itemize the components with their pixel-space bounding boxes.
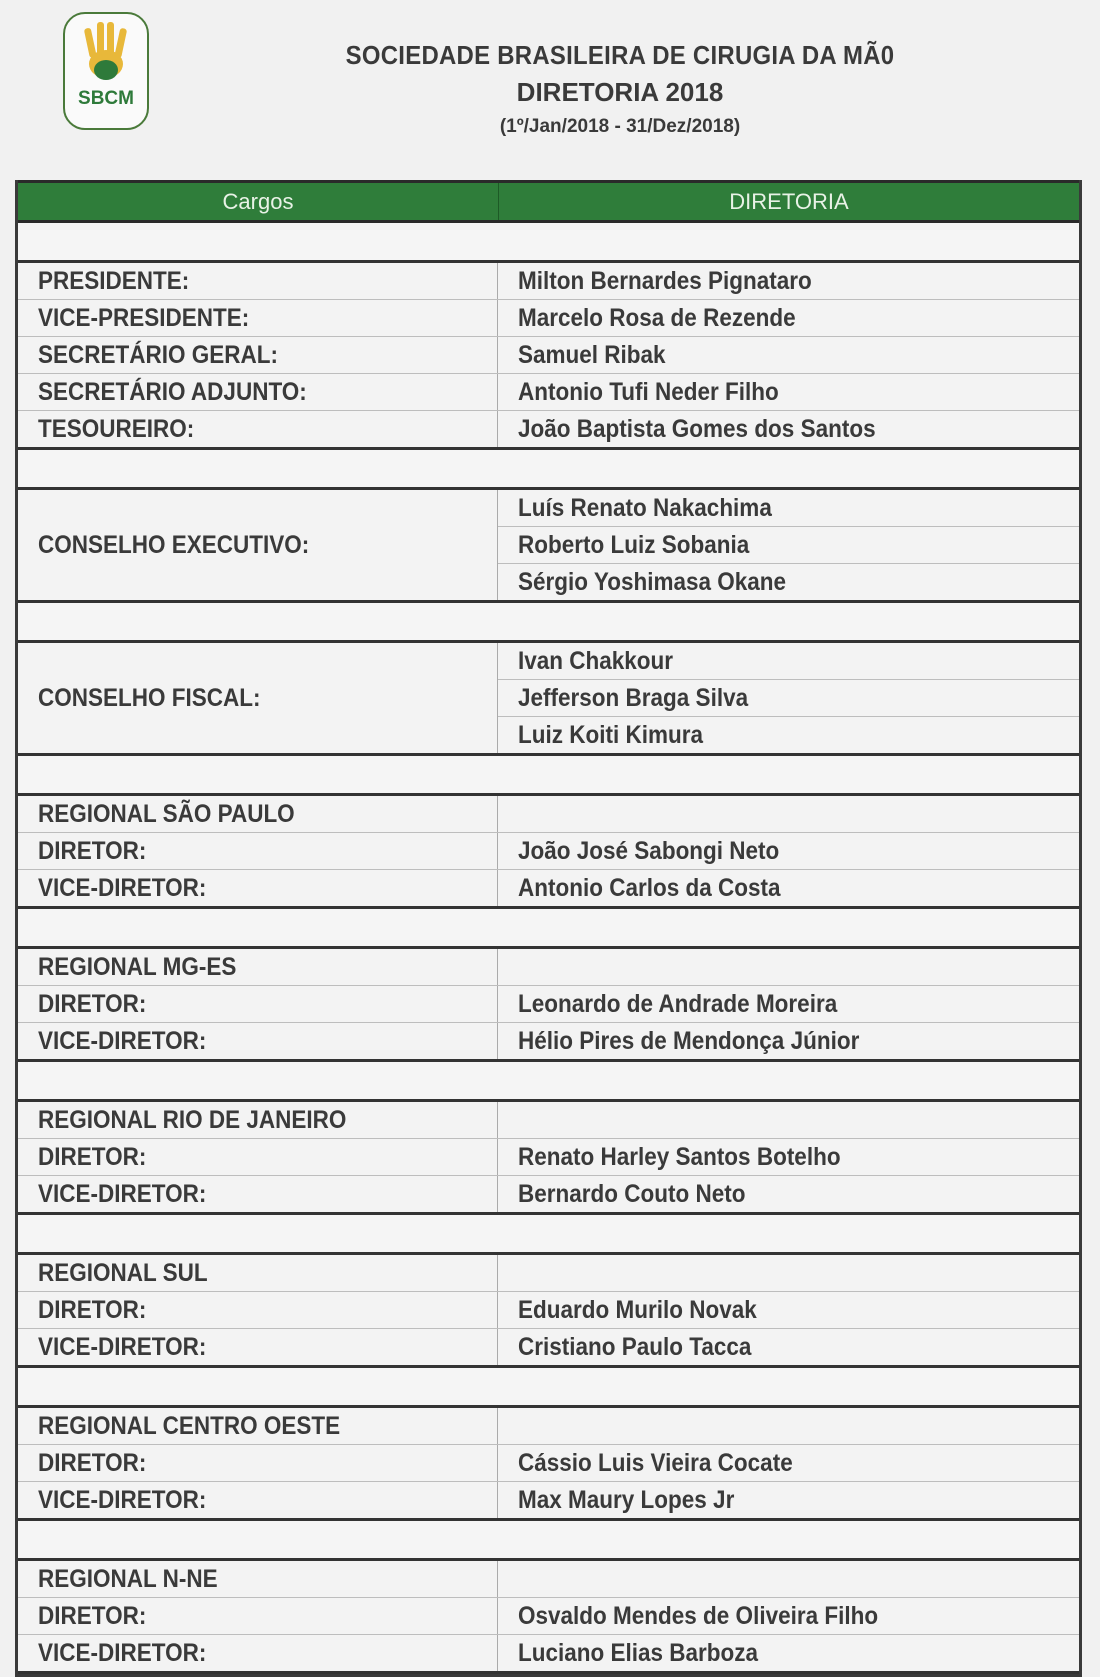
role-label: DIRETOR: [38,1295,147,1324]
role-label: VICE-DIRETOR: [38,1638,207,1667]
role-cell [18,374,498,410]
role-cell [18,1598,498,1634]
spacer-row [18,450,1079,490]
table-group [18,949,1079,1062]
name-cell [498,1102,1079,1138]
role-label: REGIONAL SUL [38,1258,208,1287]
role-cell [18,796,498,832]
role-cell [18,1102,498,1138]
member-name: Renato Harley Santos Botelho [518,1142,841,1171]
name-cell [498,337,1079,373]
role-cell [18,1408,498,1444]
spacer-row [18,909,1079,949]
role-cell [18,949,498,985]
member-name: Milton Bernardes Pignataro [518,266,812,295]
name-cell [498,490,1079,526]
member-name: Roberto Luiz Sobania [518,530,750,559]
table-row [18,1445,1079,1482]
role-cell [18,1139,498,1175]
name-cell [498,300,1079,336]
column-header-diretoria: DIRETORIA [729,188,849,214]
document-header [160,40,1080,138]
table-row [18,411,1079,450]
name-cell [498,374,1079,410]
name-cell [498,986,1079,1022]
member-name: Ivan Chakkour [518,646,674,675]
member-name: Luiz Koiti Kimura [518,720,704,749]
table-group [18,263,1079,450]
role-label: SECRETÁRIO GERAL: [38,340,279,369]
member-name: Luís Renato Nakachima [518,493,772,522]
role-cell [18,263,498,299]
table-row [18,1482,1079,1521]
member-name: Bernardo Couto Neto [518,1179,746,1208]
role-cell [18,1635,498,1671]
role-label: CONSELHO FISCAL: [38,683,261,712]
table-row [18,986,1079,1023]
name-cell [498,1561,1079,1597]
board-table [15,180,1082,1677]
member-name: Osvaldo Mendes de Oliveira Filho [518,1601,879,1630]
role-label: REGIONAL CENTRO OESTE [38,1411,341,1440]
member-name: Antonio Carlos da Costa [518,873,781,902]
role-label: VICE-DIRETOR: [38,873,207,902]
merged-role-cell [18,490,498,600]
table-row [18,1561,1079,1598]
role-cell [18,411,498,447]
name-cell [498,1598,1079,1634]
spacer-row [18,1215,1079,1255]
name-cell [498,1255,1079,1291]
table-group [18,1408,1079,1521]
role-label: CONSELHO EXECUTIVO: [38,530,310,559]
table-group [18,1561,1079,1674]
name-cell [498,527,1079,563]
name-cell [498,1023,1079,1059]
table-row [18,1176,1079,1215]
spacer-row [18,756,1079,796]
role-cell [18,337,498,373]
hand-icon [65,14,147,128]
role-label: DIRETOR: [38,1601,147,1630]
table-row [18,1102,1079,1139]
member-name: Jefferson Braga Silva [518,683,749,712]
role-cell [18,1561,498,1597]
role-label: TESOUREIRO: [38,414,195,443]
name-cell [498,1635,1079,1671]
table-header [18,180,1079,223]
table-group [18,1102,1079,1215]
name-cell [498,1408,1079,1444]
role-cell [18,1482,498,1518]
role-cell [18,1023,498,1059]
role-label: VICE-DIRETOR: [38,1026,207,1055]
member-name: Luciano Elias Barboza [518,1638,759,1667]
role-label: REGIONAL RIO DE JANEIRO [38,1105,347,1134]
role-cell [18,833,498,869]
name-cell [498,411,1079,447]
role-label: VICE-DIRETOR: [38,1179,207,1208]
member-name: Sérgio Yoshimasa Okane [518,567,787,596]
table-row [18,300,1079,337]
spacer-row [18,603,1079,643]
document-title: SOCIEDADE BRASILEIRA DE CIRUGIA DA MÃ0 [345,40,895,70]
spacer-row [18,223,1079,263]
role-label: VICE-PRESIDENTE: [38,303,250,332]
role-label: DIRETOR: [38,1448,147,1477]
role-label: DIRETOR: [38,1142,147,1171]
role-cell [18,1176,498,1212]
member-name: Max Maury Lopes Jr [518,1485,735,1514]
name-cell [498,870,1079,906]
table-row [18,833,1079,870]
logo-abbreviation: SBCM [78,88,134,109]
member-name: Cristiano Paulo Tacca [518,1332,752,1361]
spacer-row [18,1521,1079,1561]
column-header-cargos: Cargos [18,183,499,220]
table-group [18,490,1079,603]
member-name: João José Sabongi Neto [518,836,780,865]
document-subtitle: DIRETORIA 2018 [516,77,724,107]
role-cell [18,1445,498,1481]
table-row [18,949,1079,986]
role-label: REGIONAL SÃO PAULO [38,799,295,828]
role-cell [18,986,498,1022]
name-cell [498,1139,1079,1175]
table-row [18,1292,1079,1329]
role-label: DIRETOR: [38,836,147,865]
name-cell [498,564,1079,600]
table-row [18,1023,1079,1062]
table-row [18,870,1079,909]
merged-role-cell [18,643,498,753]
name-cell [498,1329,1079,1365]
term-period: (1º/Jan/2018 - 31/Dez/2018) [499,116,741,137]
table-row [18,1598,1079,1635]
name-cell [498,680,1079,716]
table-row [18,374,1079,411]
spacer-row [18,1368,1079,1408]
name-cell [498,1292,1079,1328]
name-cell [498,833,1079,869]
role-cell [18,870,498,906]
member-name: Eduardo Murilo Novak [518,1295,757,1324]
table-group [18,1255,1079,1368]
member-name: Antonio Tufi Neder Filho [518,377,779,406]
member-name: Leonardo de Andrade Moreira [518,989,838,1018]
table-group [18,796,1079,909]
member-name: Cássio Luis Vieira Cocate [518,1448,793,1477]
table-row [18,1329,1079,1368]
member-name: Hélio Pires de Mendonça Júnior [518,1026,860,1055]
name-cell [498,643,1079,679]
name-cell [498,1176,1079,1212]
role-label: REGIONAL MG-ES [38,952,237,981]
member-name: João Baptista Gomes dos Santos [518,414,876,443]
name-cell [498,1445,1079,1481]
table-row [18,1635,1079,1674]
role-cell [18,1329,498,1365]
role-label: VICE-DIRETOR: [38,1485,207,1514]
role-label: SECRETÁRIO ADJUNTO: [38,377,307,406]
table-row [18,1139,1079,1176]
table-row [18,263,1079,300]
role-cell [18,1255,498,1291]
name-cell [498,1482,1079,1518]
table-row [18,337,1079,374]
table-row [18,1408,1079,1445]
member-name: Samuel Ribak [518,340,666,369]
sbcm-logo [63,12,149,130]
table-body [18,223,1079,1674]
role-label: PRESIDENTE: [38,266,190,295]
member-name: Marcelo Rosa de Rezende [518,303,796,332]
table-group [18,643,1079,756]
role-label: REGIONAL N-NE [38,1564,218,1593]
name-cell [498,949,1079,985]
role-label: DIRETOR: [38,989,147,1018]
spacer-row [18,1062,1079,1102]
role-label: VICE-DIRETOR: [38,1332,207,1361]
table-row [18,1255,1079,1292]
role-cell [18,300,498,336]
name-cell [498,263,1079,299]
name-cell [498,796,1079,832]
role-cell [18,1292,498,1328]
name-cell [498,717,1079,753]
table-row [18,796,1079,833]
